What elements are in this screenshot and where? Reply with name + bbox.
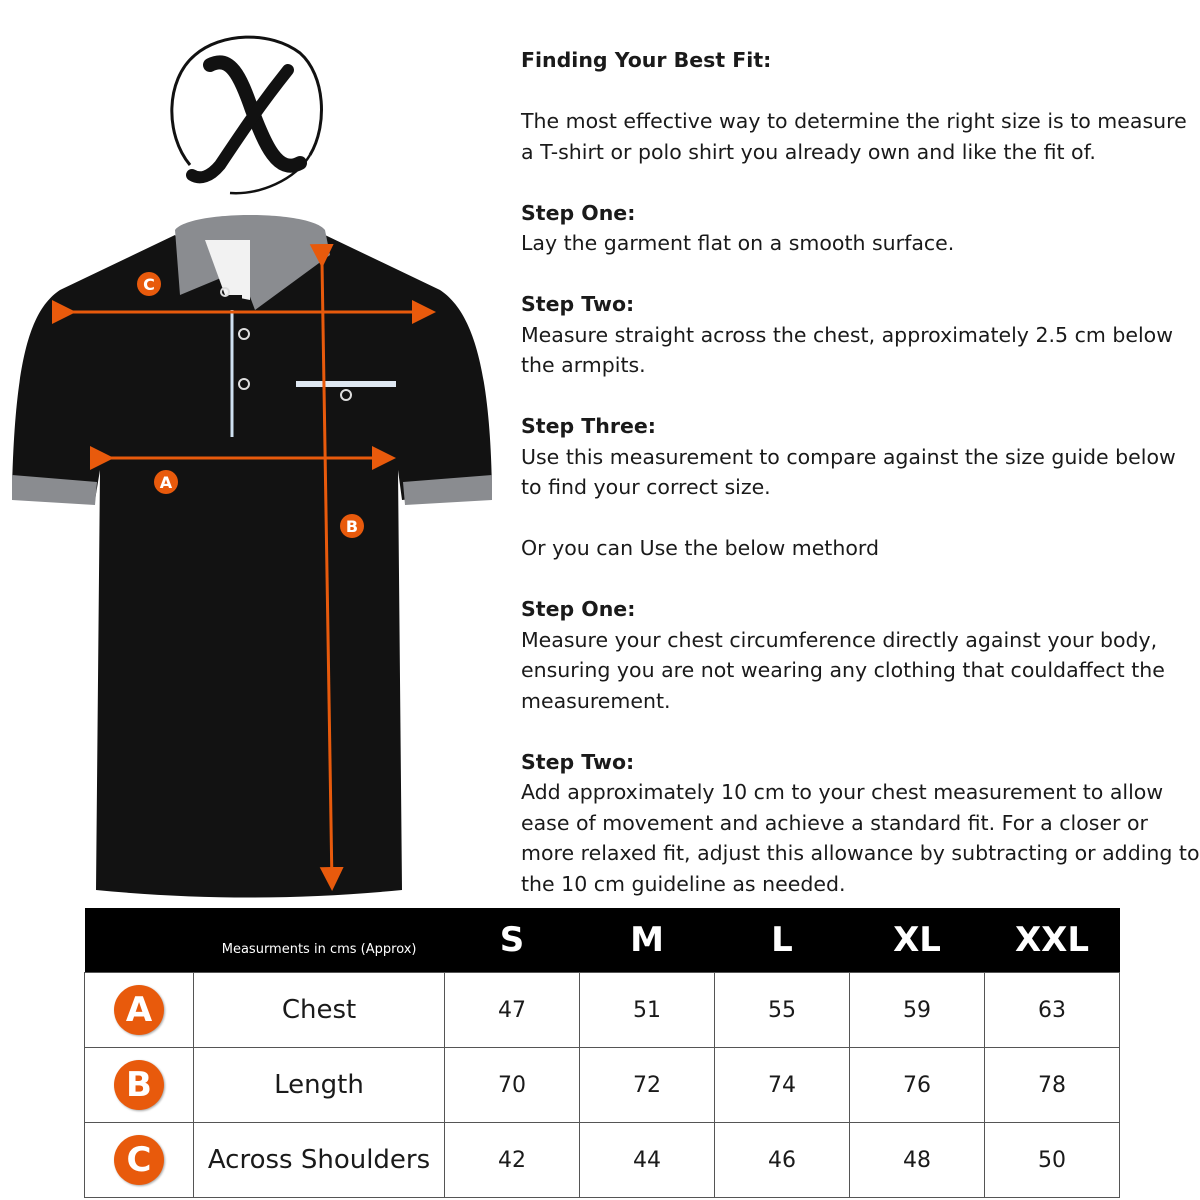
value-cell: 47: [445, 973, 580, 1048]
value-cell: 72: [580, 1048, 715, 1123]
step-two-text: the armpits.: [521, 353, 646, 377]
size-label: L: [715, 908, 850, 973]
value-cell: 74: [715, 1048, 850, 1123]
size-label: XXL: [985, 908, 1120, 973]
value-cell: 76: [850, 1048, 985, 1123]
size-label: XL: [850, 908, 985, 973]
alt-step-two-text: more relaxed fit, adjust this allowance by subtracting or adding to: [521, 841, 1200, 865]
measure-badge-b: B: [114, 1060, 164, 1110]
label-b: B: [345, 517, 359, 536]
step-two-text: Measure straight across the chest, approximately 2.5 cm below: [521, 322, 1173, 347]
table-caption: Measurments in cms (Approx): [85, 908, 445, 973]
alternative-method: [521, 533, 1191, 564]
alt-step-two-text: Add approximately 10 cm to your chest measurement to allow: [521, 780, 1164, 804]
step-one-title: Step One:: [521, 200, 636, 225]
table-row: [85, 973, 1120, 1048]
value-cell: 63: [985, 973, 1120, 1048]
alt-step-one: [521, 594, 1191, 716]
alt-step-one-title: Step One:: [521, 597, 636, 621]
label-c: C: [143, 275, 155, 294]
value-cell: 50: [985, 1123, 1120, 1198]
guide-title-block: [521, 45, 1191, 76]
shirt-body: [12, 235, 492, 898]
measure-badge-a: A: [114, 985, 164, 1035]
value-cell: 78: [985, 1048, 1120, 1123]
alt-step-one-text: measurement.: [521, 688, 671, 713]
value-cell: 46: [715, 1123, 850, 1198]
label-b-marker: [340, 514, 364, 538]
measure-badge-c: C: [114, 1135, 164, 1185]
step-three-text: Use this measurement to compare against the size guide below: [521, 444, 1176, 469]
label-c-marker: [137, 272, 161, 296]
step-two: [521, 289, 1191, 381]
guide-title: Finding Your Best Fit:: [521, 48, 772, 72]
label-a: A: [159, 473, 173, 492]
row-key-cell: [85, 1123, 194, 1198]
alt-step-two: [521, 747, 1200, 900]
step-one-text: Lay the garment flat on a smooth surface.: [521, 231, 955, 255]
value-cell: 70: [445, 1048, 580, 1123]
step-three: [521, 411, 1191, 503]
value-cell: 55: [715, 973, 850, 1048]
value-cell: 59: [850, 973, 985, 1048]
alt-step-two-text: ease of movement and achieve a standard fit. For a closer or: [521, 810, 1148, 835]
label-a-marker: [154, 470, 178, 494]
measure-name: Chest: [194, 973, 445, 1048]
intro-line: a T-shirt or polo shirt you already own and like the fit of.: [521, 139, 1096, 164]
value-cell: 48: [850, 1123, 985, 1198]
alternative-text: Or you can Use the below methord: [521, 536, 879, 560]
alt-step-one-text: Measure your chest circumference directly against your body,: [521, 627, 1158, 652]
value-cell: 51: [580, 973, 715, 1048]
row-key-cell: [85, 1048, 194, 1123]
row-key-cell: [85, 973, 194, 1048]
step-two-title: Step Two:: [521, 292, 635, 316]
polo-shirt-diagram: [0, 200, 500, 900]
fit-guide: [521, 45, 1200, 930]
alt-step-two-text: the 10 cm guideline as needed.: [521, 871, 846, 896]
step-three-text: to find your correct size.: [521, 475, 771, 499]
size-header-row: [85, 908, 1120, 973]
size-label: S: [445, 908, 580, 973]
alt-step-one-text: ensuring you are not wearing any clothing that couldaffect the: [521, 658, 1165, 682]
measure-name: Length: [194, 1048, 445, 1123]
table-row: [85, 1048, 1120, 1123]
measure-name: Across Shoulders: [194, 1123, 445, 1198]
guide-intro: [521, 106, 1191, 167]
size-label: M: [580, 908, 715, 973]
value-cell: 44: [580, 1123, 715, 1198]
step-one: [521, 198, 1191, 259]
step-three-title: Step Three:: [521, 414, 656, 438]
value-cell: 42: [445, 1123, 580, 1198]
table-row: [85, 1123, 1120, 1198]
intro-line: The most effective way to determine the right size is to measure: [521, 109, 1187, 133]
size-table: [84, 908, 1120, 1198]
alt-step-two-title: Step Two:: [521, 749, 635, 774]
brand-logo: [160, 25, 330, 200]
